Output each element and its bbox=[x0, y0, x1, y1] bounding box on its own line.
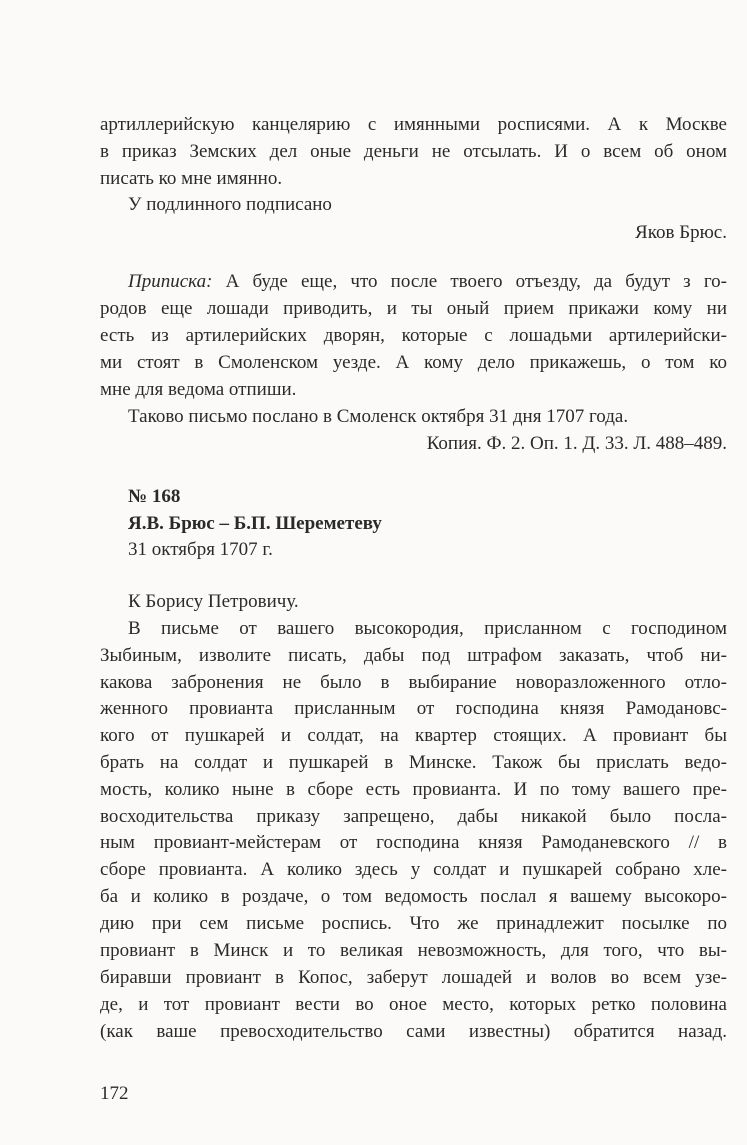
subscribed-note: У подлинного подписано bbox=[128, 194, 332, 215]
text-line: ба и колико в роздаче, о том ведомость послал я вашему высокоро- bbox=[100, 886, 727, 907]
document-date: 31 октября 1707 г. bbox=[128, 539, 273, 560]
page-number: 172 bbox=[100, 1083, 129, 1104]
text-line: родов еще лошади приводить, и ты оный прием прикажи кому ни bbox=[100, 298, 727, 319]
postscript-first-line bbox=[128, 268, 727, 295]
text-line: какова забронения не было в выбирание новоразложенного отло- bbox=[100, 672, 727, 693]
text-line: (как ваше превосходительство сами известны) обратится назад. bbox=[100, 1021, 727, 1042]
signature: Яков Брюс. bbox=[635, 222, 727, 243]
address-line: К Борису Петровичу. bbox=[128, 591, 299, 612]
text-line: восходительства приказу запрещено, дабы никакой было посла- bbox=[100, 806, 727, 827]
text-line: писать ко мне имянно. bbox=[100, 168, 283, 189]
document-header: Я.В. Брюс – Б.П. Шереметеву bbox=[128, 513, 382, 534]
text-line: ным провиант-мейстерам от господина князя Рамоданевского // в bbox=[100, 832, 727, 853]
text-line: сборе провианта. А колико здесь у солдат и пушкарей собрано хле- bbox=[100, 859, 727, 880]
text-line: В письме от вашего высокородия, присланном с господином bbox=[128, 618, 727, 639]
postscript-text: А буде еще, что после твоего отъезду, да будут з го- bbox=[212, 271, 727, 292]
text-line: биравши провиант в Копос, заберут лошадей и волов во всем узе- bbox=[100, 967, 727, 988]
text-line: мне для ведома отпиши. bbox=[100, 379, 297, 400]
text-line: женного провианта присланным от господина князя Рамодановс- bbox=[100, 698, 727, 719]
text-line: Зыбиным, изволите писать, дабы под штрафом заказать, чтоб ни- bbox=[100, 645, 727, 666]
text-line: ми стоят в Смоленском уезде. А кому дело прикажешь, о том ко bbox=[100, 352, 727, 373]
postscript-label: Приписка: bbox=[128, 271, 213, 292]
text-line: артиллерийскую канцелярию с имянными росписями. А к Москве bbox=[100, 114, 727, 135]
document-number: № 168 bbox=[128, 486, 181, 507]
text-line: мость, колико ныне в сборе есть провианта. И по тому вашего пре- bbox=[100, 779, 727, 800]
text-line: есть из артилерийских дворян, которые с лошадьми артилерийски- bbox=[100, 325, 727, 346]
text-line: кого от пушкарей и солдат, на квартер стоящих. А провиант бы bbox=[100, 725, 727, 746]
text-line: провиант в Минск и то великая невозможность, для того, что вы- bbox=[100, 940, 727, 961]
text-line: в приказ Земских дел оные деньги не отсылать. И о всем об оном bbox=[100, 141, 727, 162]
text-line: де, и тот провиант вести во оное место, которых ретко половина bbox=[100, 994, 727, 1015]
sent-note: Таково письмо послано в Смоленск октября 31 дня 1707 года. bbox=[128, 406, 629, 427]
text-line: брать на солдат и пушкарей в Минске. Також бы прислать ведо- bbox=[100, 752, 727, 773]
text-line: дию при сем письме роспись. Что же принадлежит посылке по bbox=[100, 913, 727, 934]
archive-source: Копия. Ф. 2. Оп. 1. Д. 33. Л. 488–489. bbox=[426, 433, 727, 454]
